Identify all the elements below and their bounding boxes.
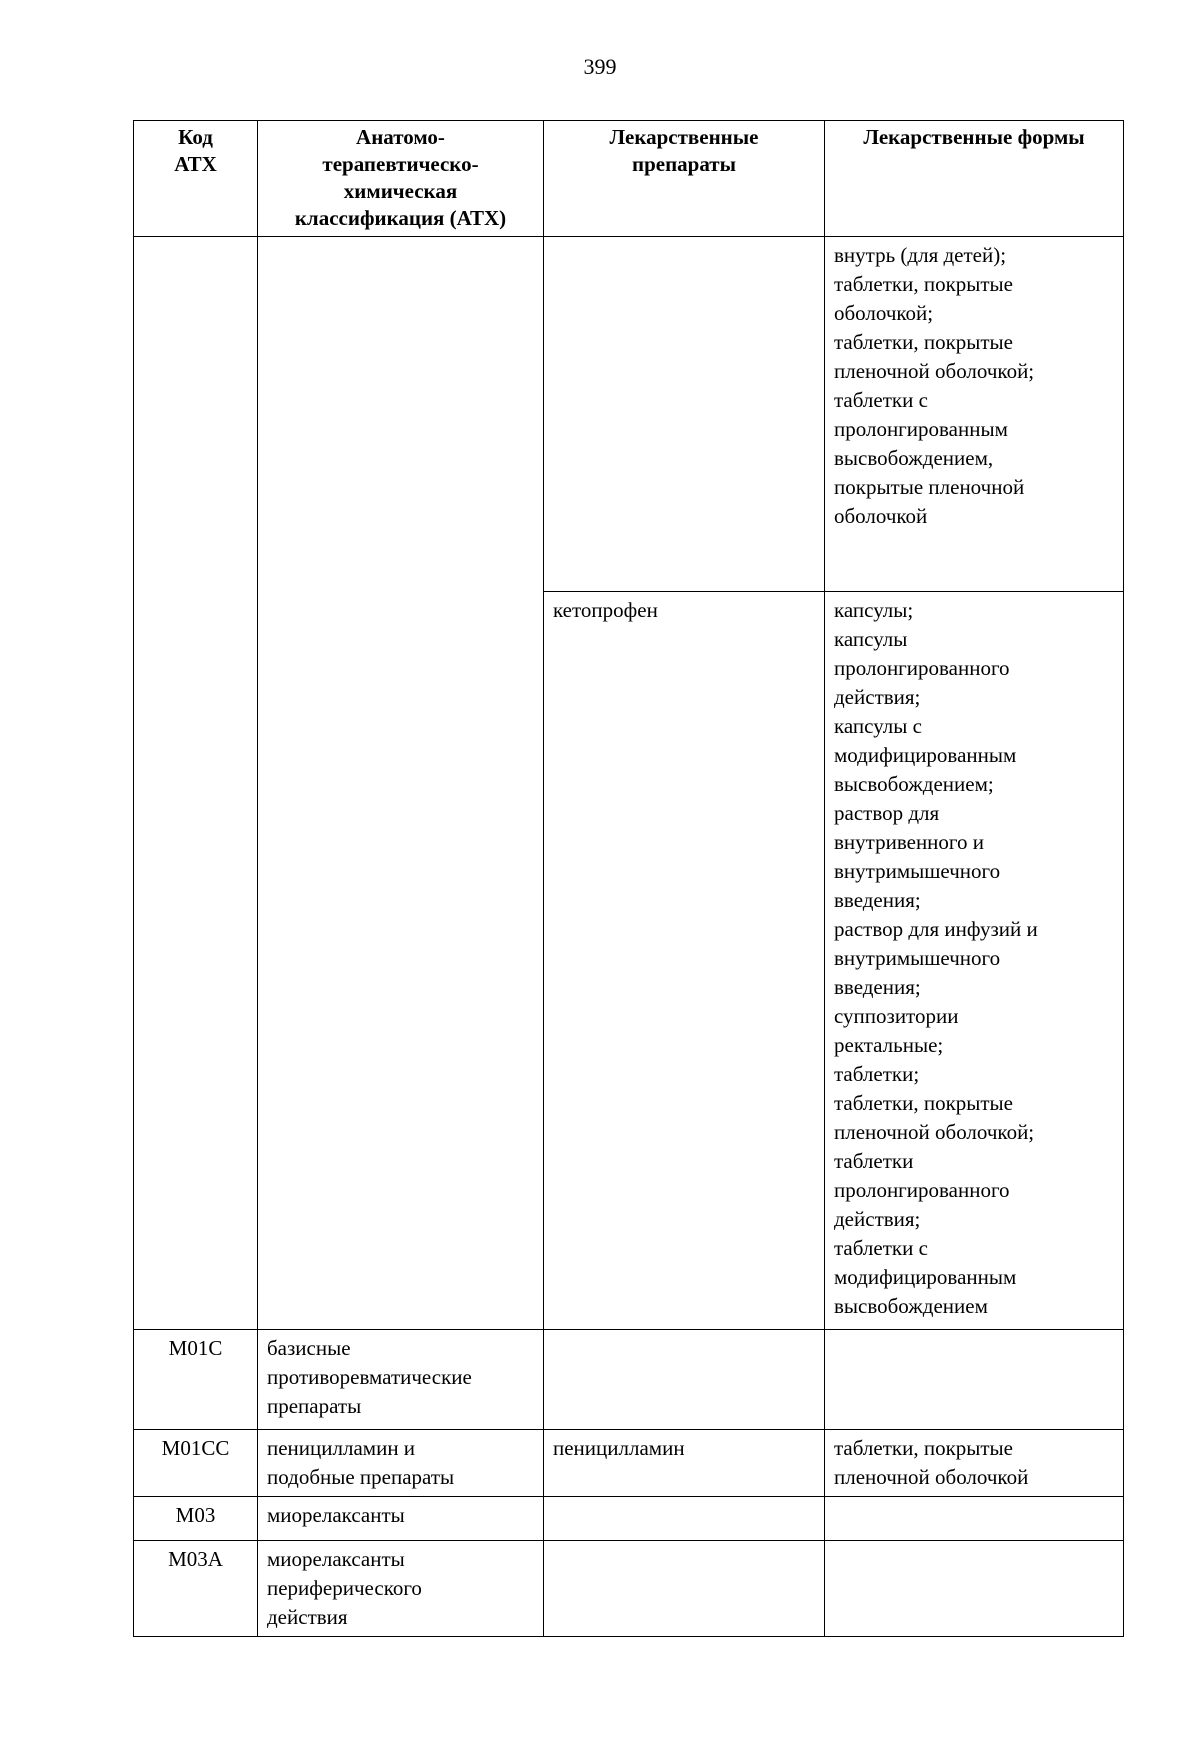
classification-cell [258,1497,544,1541]
forms-cell [825,1541,1124,1637]
drug-cell: кетопрофен [544,592,825,1330]
cell-line: внутримышечного [834,859,1001,883]
page-number: 399 [583,54,617,79]
cell-line: раствор для инфузий и [834,917,1038,941]
forms-cell [825,1330,1124,1430]
cell-line: высвобождением, [834,446,994,470]
drug-cell [544,1330,825,1430]
cell-line: суппозитории [834,1004,959,1028]
cell-line: таблетки с [834,388,928,412]
drug-cell [544,1541,825,1637]
cell-line: действия; [834,685,921,709]
table-row [134,1541,1124,1637]
cell-line: пролонгированного [834,1178,1010,1202]
forms-cell [825,592,1124,1330]
cell-line: подобные препараты [267,1465,455,1489]
header-drugs: Лекарственные препараты [544,121,825,237]
cell-line: раствор для [834,801,940,825]
cell-line: капсулы [834,627,908,651]
cell-line: внутрь (для детей); [834,243,1007,267]
cell-line: таблетки, покрытые [834,1436,1013,1460]
cell-line: таблетки, покрытые [834,330,1013,354]
cell-line: пролонгированным [834,417,1008,441]
table-row [134,1430,1124,1497]
cell-line: противоревматические [267,1365,472,1389]
cell-line: пеницилламин и [267,1436,416,1460]
cell-line: таблетки, покрытые [834,1091,1013,1115]
cell-line: оболочкой [834,504,928,528]
code-cell: M03 [134,1497,258,1541]
cell-line: покрытые пленочной [834,475,1025,499]
cell-line: пленочной оболочкой; [834,1120,1035,1144]
forms-cell [825,1497,1124,1541]
table-row [134,237,1124,592]
cell-line: введения; [834,888,921,912]
cell-line: оболочкой; [834,301,934,325]
cell-line: капсулы с [834,714,922,738]
atx-table [133,120,1124,1637]
cell-line: пленочной оболочкой [834,1465,1029,1489]
code-cell [134,237,258,1330]
cell-line: таблетки; [834,1062,920,1086]
cell-line: высвобождением [834,1294,988,1318]
cell-line: введения; [834,975,921,999]
classification-cell [258,1430,544,1497]
classification-cell [258,1541,544,1637]
cell-line: миорелаксанты [267,1547,405,1571]
cell-line: капсулы; [834,598,914,622]
code-cell: M01CC [134,1430,258,1497]
cell-line: внутримышечного [834,946,1001,970]
cell-line: таблетки [834,1149,914,1173]
cell-line: таблетки с [834,1236,928,1260]
table-row [134,1497,1124,1541]
cell-line: базисные [267,1336,351,1360]
table-row [134,1330,1124,1430]
header-forms: Лекарственные формы [825,121,1124,237]
drug-cell [544,237,825,592]
cell-line: действия [267,1605,348,1629]
cell-line: миорелаксанты [267,1503,405,1527]
forms-cell [825,237,1124,592]
code-cell: M03A [134,1541,258,1637]
cell-line: периферического [267,1576,422,1600]
header-classification: Анатомо- терапевтическо- химическая классификация (АТХ) [258,121,544,237]
cell-line: модифицированным [834,743,1017,767]
cell-line: пленочной оболочкой; [834,359,1035,383]
cell-line: ректальные; [834,1033,944,1057]
forms-cell [825,1430,1124,1497]
cell-line: таблетки, покрытые [834,272,1013,296]
cell-line: действия; [834,1207,921,1231]
header-code: Код АТХ [134,121,258,237]
cell-line: препараты [267,1394,362,1418]
code-cell: M01C [134,1330,258,1430]
classification-cell [258,237,544,1330]
header-row [134,121,1124,237]
cell-line: высвобождением; [834,772,994,796]
cell-line: внутривенного и [834,830,984,854]
drug-cell: пеницилламин [544,1430,825,1497]
cell-line: пролонгированного [834,656,1010,680]
drug-cell [544,1497,825,1541]
classification-cell [258,1330,544,1430]
cell-line: модифицированным [834,1265,1017,1289]
